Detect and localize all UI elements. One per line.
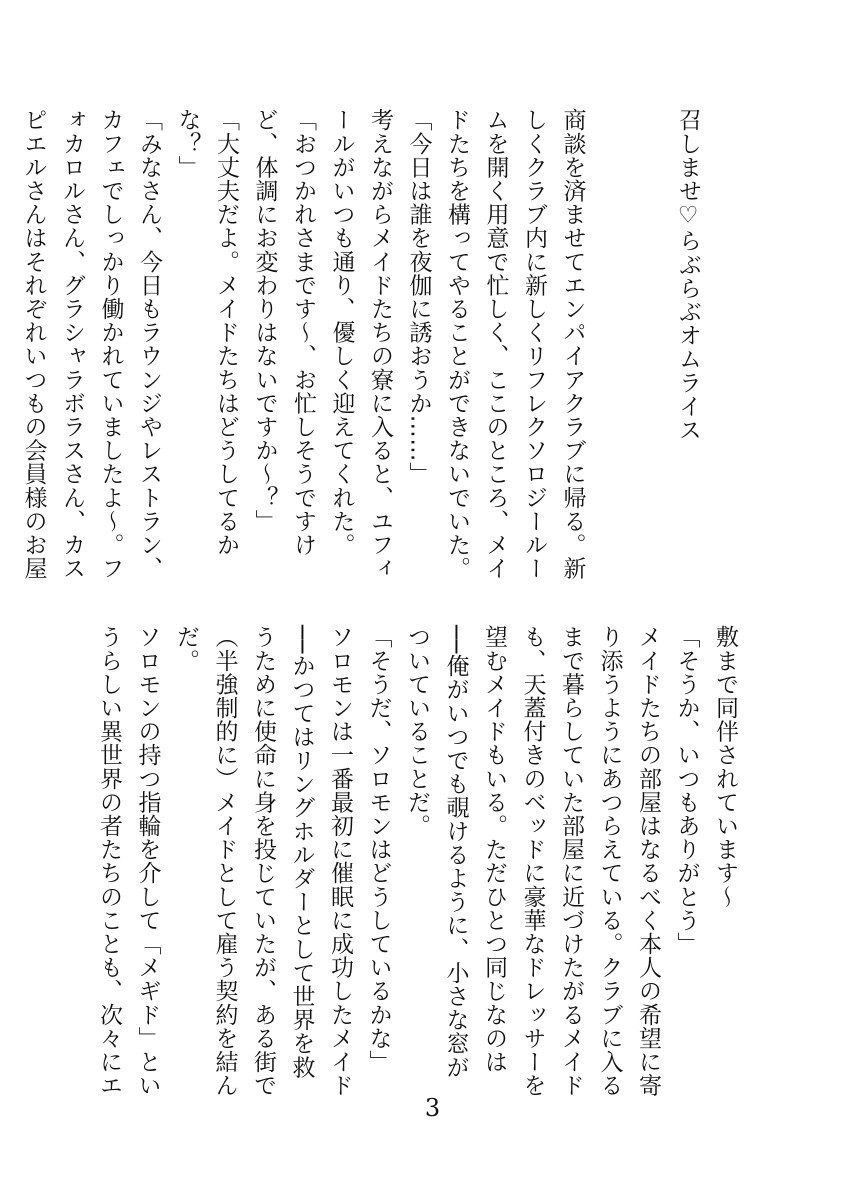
text-line: ムを開く用意で忙しく、ここのところ、メイ: [482, 108, 509, 580]
lower-text-block: [90, 625, 745, 1105]
text-line: 「大丈夫だよ。メイドたちはどうしてるか: [213, 108, 239, 557]
text-line: だ。: [173, 625, 199, 673]
text-line: しくクラブ内に新しくリフレクソロジールー: [521, 108, 547, 580]
text-line: 「みなさん、今日もラウンジやレストラン、: [136, 108, 162, 580]
text-line: り添うようにあつらえている。クラブに入る: [596, 625, 623, 1097]
text-line: 「おつかれさまです～、お忙しそうですけ: [290, 108, 316, 557]
chapter-title: 召しませ♡らぶらぶオムライス: [675, 108, 701, 442]
text-line: ドたちを構ってやることができないでいた。: [444, 108, 470, 580]
title-spacing: [592, 108, 669, 588]
text-line: まで暮らしていた部屋に近づけたがるメイド: [558, 625, 584, 1097]
text-line: 商談を済ませてエンパイアクラブに帰る。新: [559, 108, 586, 580]
text-line: メイドたちの部屋はなるべく本人の希望に寄: [635, 625, 661, 1097]
text-line: ──俺がいつでも覗けるように、小さな窓が: [442, 625, 469, 1079]
text-line: ソロモンの持つ指輪を介して「メギド」とい: [134, 625, 161, 1097]
text-line: ついていることだ。: [404, 625, 430, 838]
text-line: カフェでしっかり働かれていましたよ～。フ: [97, 108, 124, 580]
text-line: ピエルさんはそれぞれいつもの会員様のお屋: [20, 108, 47, 580]
text-line: （半強制的に）メイドとして雇う契約を結ん: [211, 625, 238, 1097]
page-number: 3: [424, 1094, 441, 1122]
text-line: ォカロルさん、グラシャラボラスさん、カス: [59, 108, 85, 580]
text-line: 考えながらメイドたちの寮に入ると、ユフィ: [367, 108, 393, 580]
text-line: うらしい異世界の者たちのことも、次々にエ: [96, 625, 122, 1097]
text-line: も、天蓋付きのベッドに豪華なドレッサーを: [519, 625, 546, 1097]
text-line: な？」: [174, 108, 201, 179]
text-line: 「そうだ、ソロモンはどうしているかな」: [365, 625, 392, 1074]
text-line: 「今日は誰を夜伽に誘おうか……」: [405, 108, 432, 486]
text-line: 「そうか、いつもありがとう」: [673, 625, 700, 956]
text-line: ど、体調にお変わりはないですか～？」: [251, 108, 278, 533]
text-line: ──かつてはリングホルダーとして世界を救: [288, 625, 315, 1079]
upper-text-block: [14, 108, 707, 588]
text-line: 敷まで同伴されています～: [712, 625, 738, 909]
text-line: 望むメイドもいる。ただひとつ同じなのは: [481, 625, 507, 1074]
text-line: ソロモンは一番最初に催眠に成功したメイド: [327, 625, 353, 1097]
text-line: うために使命に身を投じていたが、ある街で: [250, 625, 276, 1097]
text-line: ールがいつも通り、優しく迎えてくれた。: [328, 108, 355, 557]
